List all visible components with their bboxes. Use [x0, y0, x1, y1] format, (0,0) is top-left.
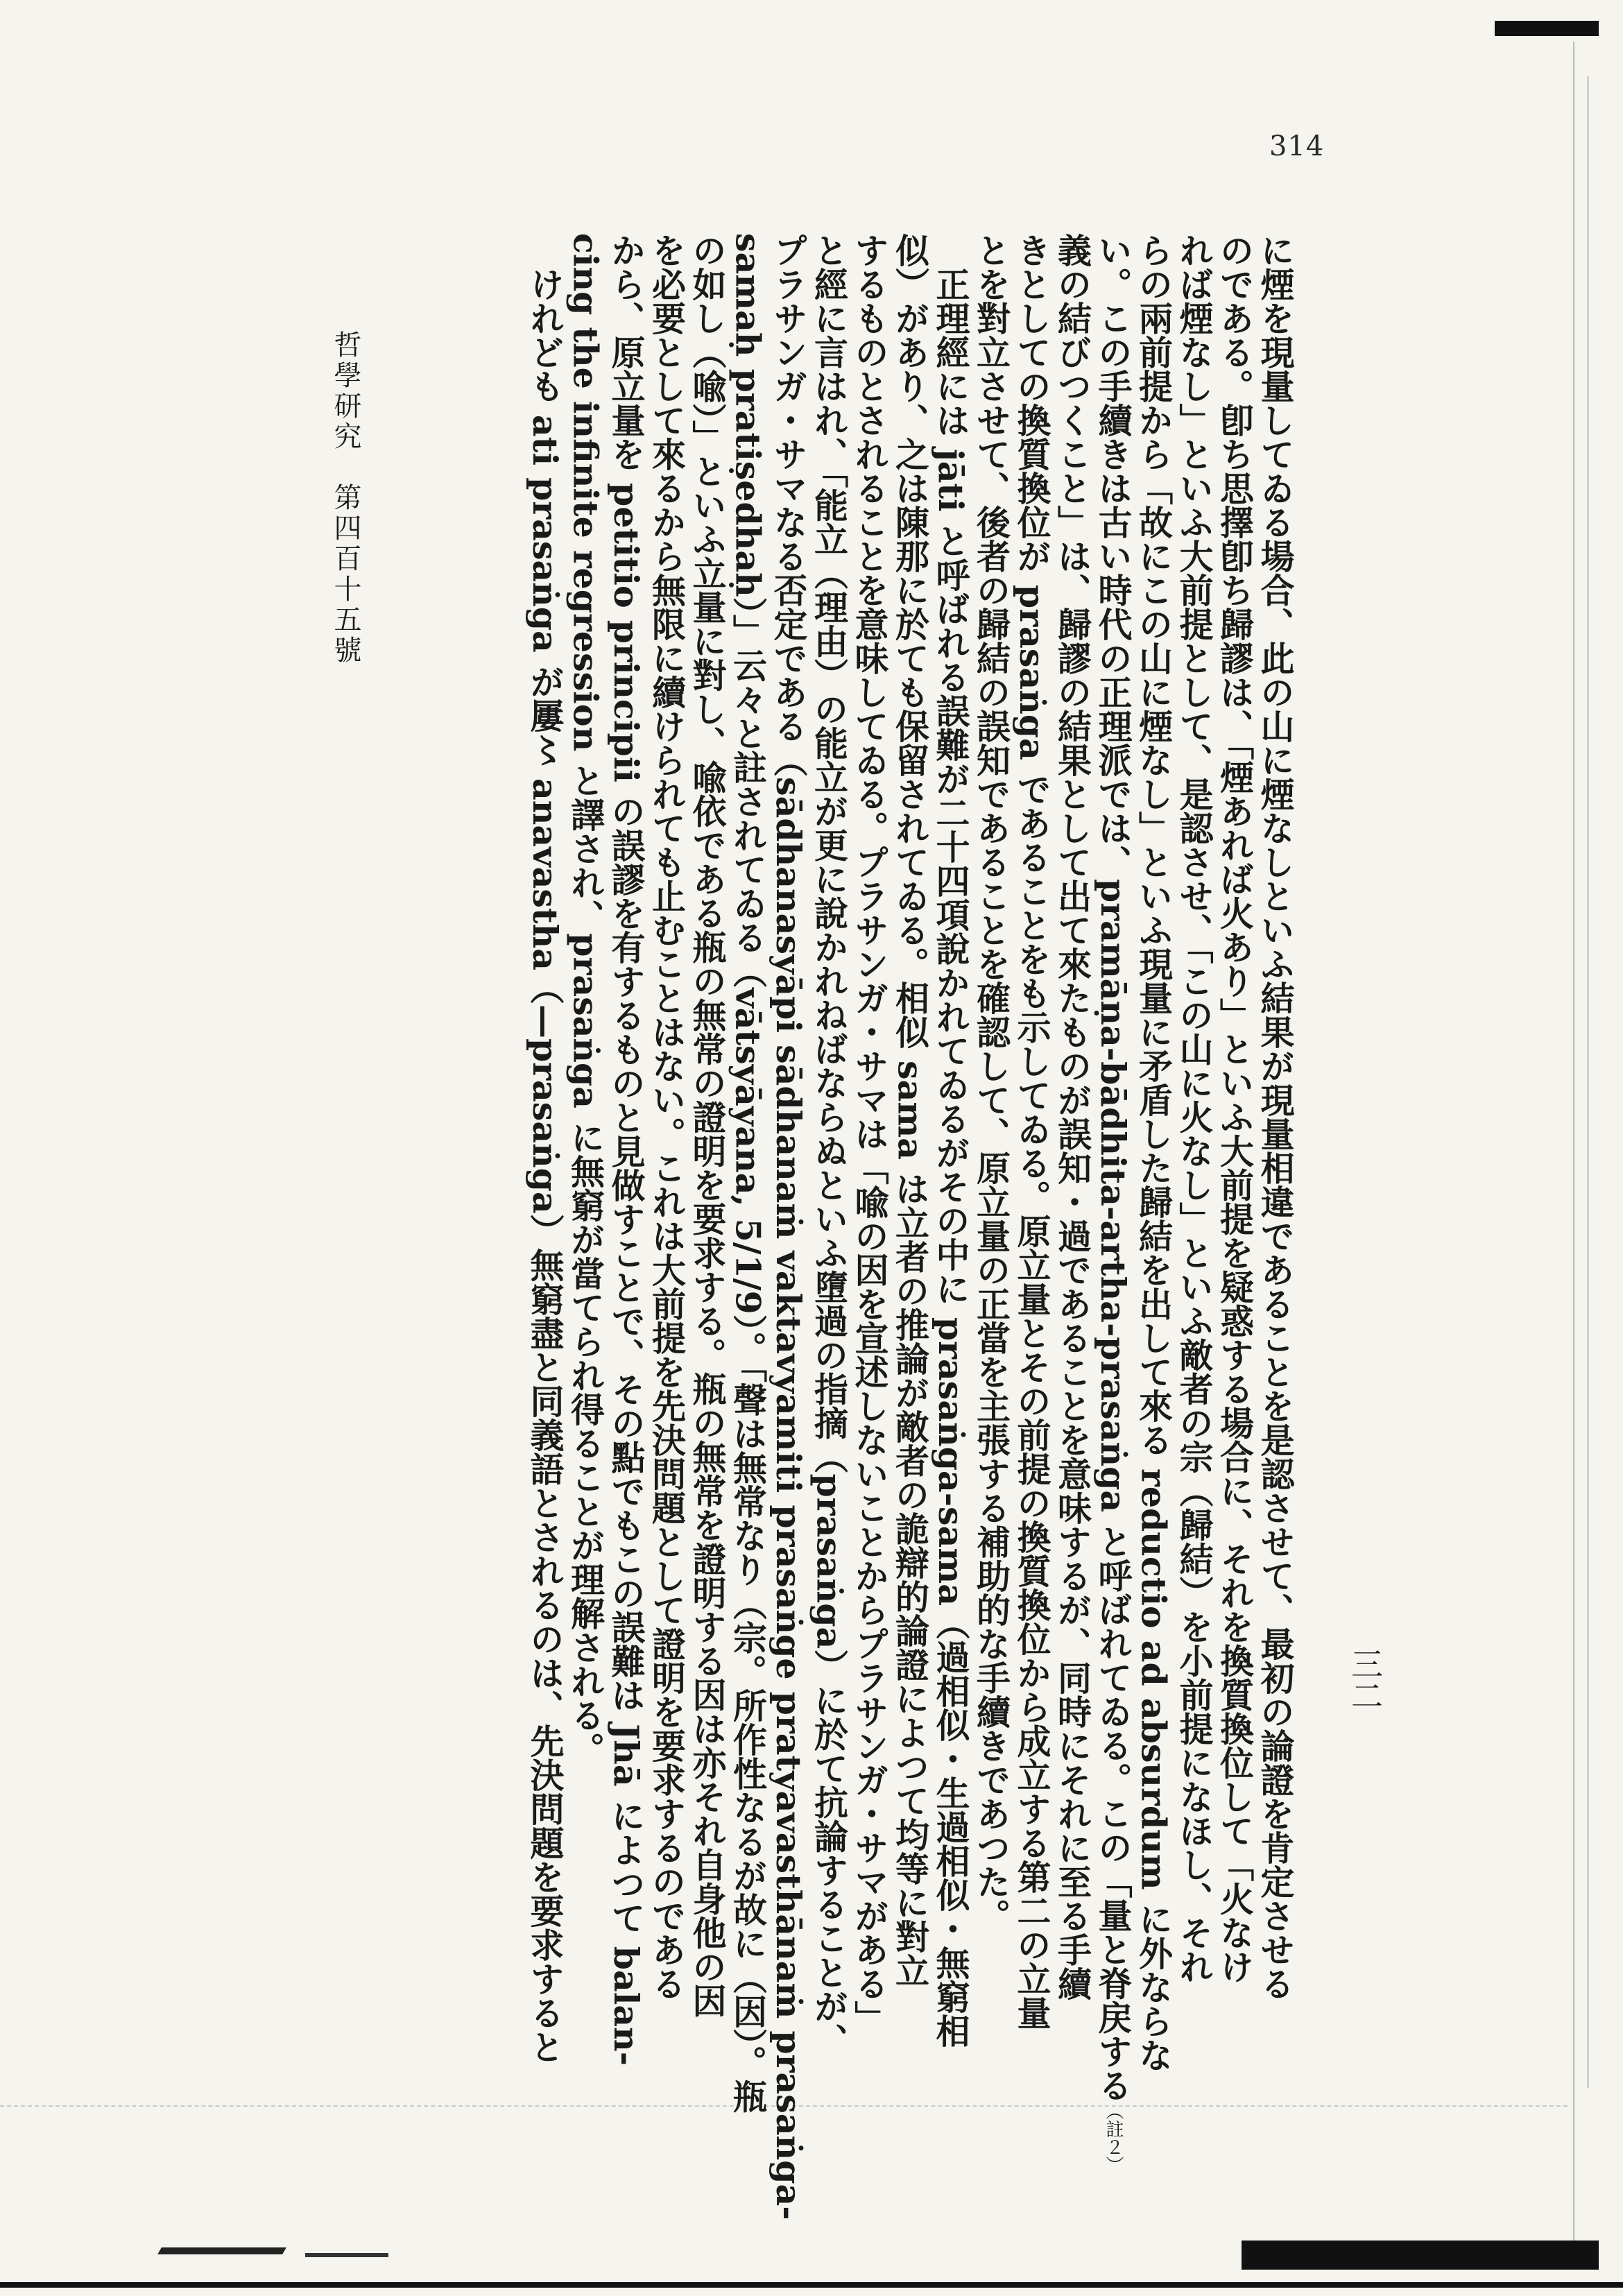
- text-line: と經に言はれ、「能立（理由）の能立が更に說かれねばならぬといふ墮過の指摘（prasaṅga）に於て抗論することが、: [809, 233, 850, 2057]
- text-line: に煙を現量してゐる場合、此の山に煙なしといふ結果が現量相違であることを是認させて、最初の論證を肯定させる: [1255, 233, 1296, 2001]
- scan-artifact-bottom-right: [1242, 2241, 1599, 2270]
- text-line: 正理經には jāti と呼ばれる誤難が二十四項說かれてゐるがその中に prasaṅga-sama（過相似・生過相似・無窮相: [931, 233, 971, 2048]
- text-line: けれども ati prasaṅga が屢〻 anavastha（—prasaṅga）無窮盡と同義語とされるのは、先決問題を要求すると: [525, 233, 565, 2064]
- text-line: のである。卽ち思擇卽ち歸謬は、「煙あれば火あり」といふ大前提を疑惑する場合に、それを換質換位して「火なけ: [1214, 233, 1255, 1984]
- text-line: の如し（喩）」といふ立量に對し、喩依である瓶の無常の證明を要求する。瓶の無常を證明する因は亦それ自身他の因: [687, 233, 728, 2018]
- text-line: するものとされることを意味してゐる。プラサンガ・サマは「喩の因を宣述しないことからプラサンガ・サマがある」: [850, 233, 890, 2034]
- text-line: 義の結びつくこと」は、歸謬の結果として出て來たものが誤知・過であることを意味するが、同時にそれに至る手續: [1052, 233, 1093, 2001]
- text-line: samaḥ pratiṣedhaḥ）」云々と註されてゐる（vātsyāyana, 5/1/9）。「聲は無常なり（宗。所作性なるが故に（因）。瓶: [728, 233, 768, 2114]
- scan-artifact-bottom-left: [157, 2247, 286, 2254]
- journal-header: 哲學研究 第四百十五號: [329, 330, 361, 666]
- scan-artifact-bottom-left-2: [305, 2253, 388, 2257]
- text-line: れば煙なし」といふ大前提として、是認させ、「この山に火なし」といふ敵者の宗（歸結）を小前提になほし、それ: [1174, 233, 1214, 1984]
- scan-artifact-top: [1495, 21, 1599, 36]
- body-text: [89, 233, 1296, 2220]
- text-line: プラサンガ・サマなる否定である（sādhanasyāpi sādhanaṁ vaktavyamiti prasaṅge pratyavasthānaṁ prasaṅga-: [768, 233, 809, 2220]
- scan-artifact-edge: [1573, 42, 1574, 2241]
- text-line: cing the infinite regression と譯され、prasaṅga に無窮が當てられ得ることが理解される。: [565, 233, 606, 1767]
- text-line: らの兩前提から「故にこの山に煙なし」といふ現量に矛盾した歸結を出して來る reductio ad absurdum に外ならな: [1133, 233, 1174, 2072]
- section-number: 三二: [1346, 1647, 1384, 1711]
- text-line: い。この手續きは古い時代の正理派では、pramāṇa-bādhita-artha-prasaṅga と呼ばれてゐる。この「量と脊戻する: [1093, 233, 1133, 2102]
- page-number: 314: [1269, 130, 1325, 162]
- footnote-marker: （註２）: [1103, 2102, 1124, 2175]
- text-line: 似）があり、之は陳那に於ても保留されてゐる。相似 sama は立者の推論が敵者の詭辯的論證によつて均等に對立: [890, 233, 931, 1988]
- text-line: から、原立量を petitio principii の誤謬を有するものと見做すことで、その點でもこの誤難は Jhā によつて balan-: [606, 233, 646, 2066]
- text-line: きとしての換質換位が prasaṅga であることをも示してゐる。原立量とその前提の換質換位から成立する第二の立量: [1012, 233, 1052, 2030]
- scan-artifact-bottom-line: [0, 2282, 1623, 2288]
- scan-artifact-edge-2: [1587, 76, 1589, 2088]
- text-line: とを對立させて、後者の歸結の誤知であることを確認して、原立量の正當を主張する補助的な手續きであつた。: [971, 233, 1012, 1933]
- text-line: を必要として來るから無限に續けられても止むことはない。これは大前提を先決問題として證明を要求するのである: [646, 233, 687, 2001]
- text-line-with-footnote: [1093, 233, 1134, 2175]
